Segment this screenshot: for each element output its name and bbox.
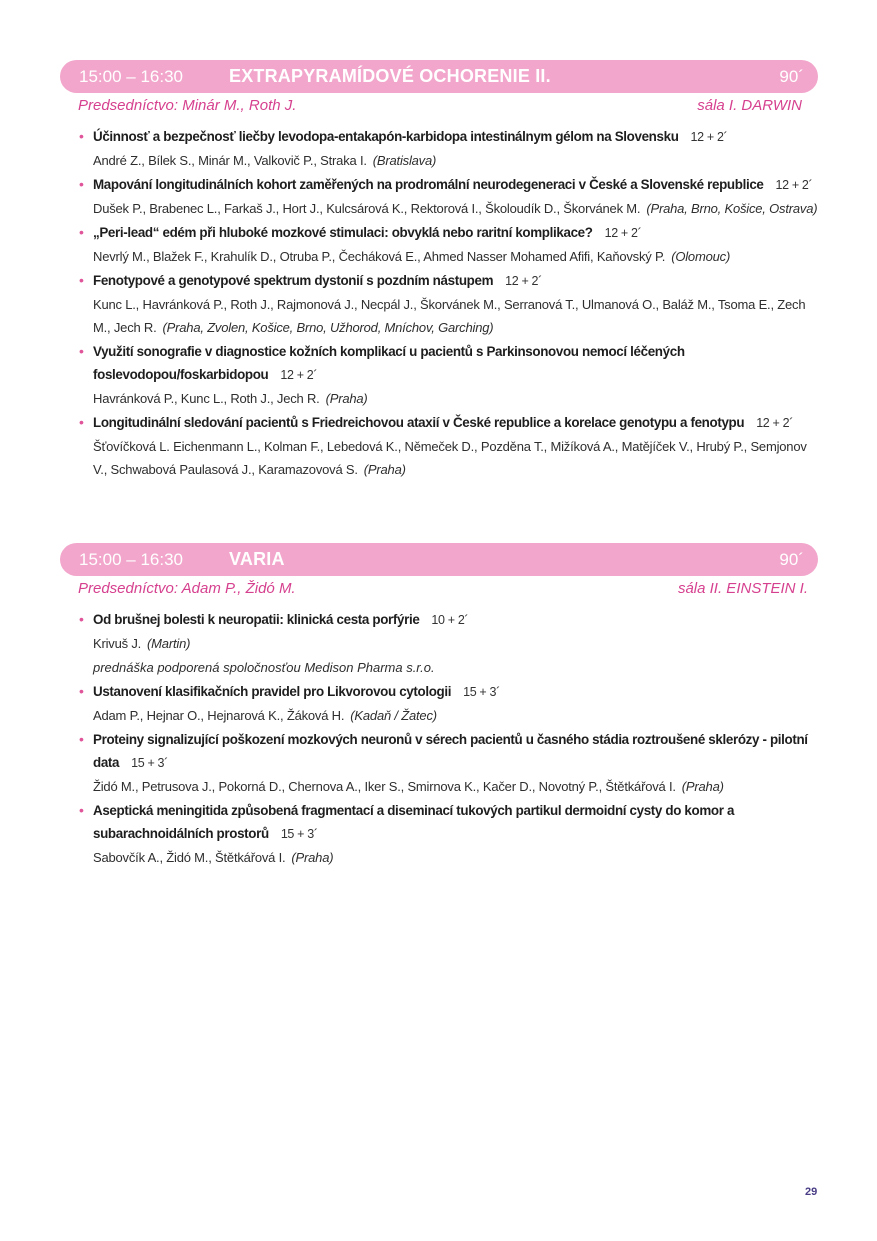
talk-authors: Adam P., Hejnar O., Hejnarová K., Žáková H. — [93, 708, 345, 723]
talk-title: Účinnosť a bezpečnosť liečby levodopa-entakapón-karbidopa intestinálnym gélom na Slovensku — [93, 129, 679, 144]
bullet-icon: • — [79, 802, 84, 818]
talk-authors-line — [93, 435, 818, 481]
talk-item — [60, 269, 818, 339]
bullet-icon: • — [79, 683, 84, 699]
talk-duration: 12 + 2´ — [604, 226, 642, 240]
bullet-icon: • — [79, 731, 84, 747]
talk-title: „Peri-lead“ edém při hluboké mozkové stimulaci: obvyklá nebo raritní komplikace? — [93, 225, 593, 240]
session-duration: 90´ — [779, 67, 804, 86]
session-chairs: Predsedníctvo: Minár M., Roth J. — [78, 97, 297, 114]
talk-item — [60, 173, 818, 220]
talk-title-line — [93, 269, 818, 293]
bullet-icon: • — [79, 176, 84, 192]
talk-authors: Krivuš J. — [93, 636, 142, 651]
bullet-icon: • — [79, 224, 84, 240]
talk-city: (Kadaň / Žatec) — [350, 708, 437, 723]
talk-authors-line — [93, 632, 818, 655]
session-title: EXTRAPYRAMÍDOVÉ OCHORENIE II. — [229, 66, 551, 86]
talk-authors: André Z., Bílek S., Minár M., Valkovič P., Straka I. — [93, 153, 367, 168]
talk-authors: Havránková P., Kunc L., Roth J., Jech R. — [93, 391, 320, 406]
talk-city: (Bratislava) — [372, 153, 437, 168]
talk-duration: 15 + 3´ — [280, 827, 318, 841]
session-header-bar — [60, 60, 818, 93]
talk-authors: Židó M., Petrusova J., Pokorná D., Chernova A., Iker S., Smirnova K., Kačer D., Novotný P., Štětkářová I. — [93, 779, 676, 794]
talk-title: Longitudinální sledování pacientů s Friedreichovou ataxií v České republice a korelace genotypu a fenotypu — [93, 415, 745, 430]
talk-city: (Praha) — [363, 462, 406, 477]
talk-title-line — [93, 680, 818, 704]
page-number: 29 — [805, 1186, 818, 1198]
talk-title: Proteiny signalizující poškození mozkových neuronů v sérech pacientů u časného stádia roztroušené sklerózy - pilotní data — [93, 732, 808, 770]
talk-title: Od brušnej bolesti k neuropatii: klinická cesta porfýrie — [93, 612, 420, 627]
talk-authors: Kunc L., Havránková P., Roth J., Rajmonová J., Necpál J., Škorvánek M., Serranová T., Ulmanová O., Baláž M., Tsoma E., Zech M., Jech R. — [93, 297, 806, 335]
talk-item — [60, 221, 818, 268]
talk-duration: 12 + 2´ — [280, 368, 318, 382]
session-chairs: Predsedníctvo: Adam P., Židó M. — [78, 580, 296, 597]
session-extrapyramidove — [60, 60, 818, 482]
talk-item — [60, 608, 818, 655]
talk-item — [60, 728, 818, 798]
session-title: VARIA — [229, 549, 285, 569]
talk-list — [60, 608, 818, 869]
talk-duration: 12 + 2´ — [775, 178, 813, 192]
talk-duration: 12 + 2´ — [756, 416, 794, 430]
bullet-icon: • — [79, 611, 84, 627]
session-varia — [60, 543, 818, 870]
talk-title: Aseptická meningitida způsobená fragmentací a diseminací tukových partikul dermoidní cysty do komor a subarachnoidálních prostorů — [93, 803, 735, 841]
talk-authors-line — [93, 846, 818, 869]
session-room: sála I. DARWIN — [697, 97, 802, 114]
talk-item — [60, 411, 818, 481]
talk-city: (Praha, Brno, Košice, Ostrava) — [646, 201, 818, 216]
talk-duration: 12 + 2´ — [505, 274, 542, 288]
talk-title-line — [93, 799, 818, 846]
talk-city: (Praha) — [681, 779, 724, 794]
talk-title: Využití sonografie v diagnostice kožních komplikací u pacientů s Parkinsonovou nemocí léčených foslevodopou/foskarbidopou — [93, 344, 685, 382]
talk-duration: 15 + 3´ — [463, 685, 500, 699]
talk-authors: Šťovíčková L. Eichenmann L., Kolman F., Lebedová K., Němeček D., Pozděna T., Mižíková A., Matějíček V., Hrubý P., Semjonov V., Schwabová Paulasová J., Karamazovová S. — [93, 439, 807, 477]
talk-item — [60, 125, 818, 172]
talk-list — [60, 125, 818, 481]
talk-sponsor-item — [60, 656, 818, 679]
bullet-icon: • — [79, 414, 84, 430]
talk-title: Mapování longitudinálních kohort zaměřených na prodromální neurodegeneraci v České a Slovenské republice — [93, 177, 764, 192]
talk-title: Ustanovení klasifikačních pravidel pro Likvorovou cytologii — [93, 684, 452, 699]
talk-item — [60, 799, 818, 869]
talk-duration: 15 + 3´ — [131, 756, 168, 770]
talk-authors-line — [93, 149, 818, 172]
session-header-bar — [60, 543, 818, 576]
talk-title-line — [93, 411, 818, 435]
talk-title-line — [93, 340, 818, 387]
talk-city: (Praha) — [291, 850, 334, 865]
talk-authors-line — [93, 704, 818, 727]
talk-authors: Sabovčík A., Židó M., Štětkářová I. — [93, 850, 286, 865]
session-room: sála II. EINSTEIN I. — [677, 580, 808, 597]
bullet-icon: • — [79, 343, 84, 359]
session-time: 15:00 – 16:30 — [79, 550, 183, 569]
talk-authors: Dušek P., Brabenec L., Farkaš J., Hort J., Kulcsárová K., Rektorová I., Školoudík D., Škorvánek M. — [93, 201, 641, 216]
talk-city: (Martin) — [147, 636, 191, 651]
talk-authors: Nevrlý M., Blažek F., Krahulík D., Otruba P., Čecháková E., Ahmed Nasser Mohamed Afifi, Kaňovský P. — [93, 249, 666, 264]
bullet-icon: • — [79, 272, 84, 288]
talk-city: (Praha) — [325, 391, 368, 406]
session-chairs-row — [60, 93, 818, 119]
talk-title-line — [93, 125, 818, 149]
talk-city: (Praha, Zvolen, Košice, Brno, Užhorod, Mníchov, Garching) — [162, 320, 494, 335]
talk-duration: 10 + 2´ — [431, 613, 469, 627]
session-time: 15:00 – 16:30 — [79, 67, 183, 86]
talk-duration: 12 + 2´ — [690, 130, 728, 144]
talk-authors-line — [93, 387, 818, 410]
bullet-icon: • — [79, 128, 84, 144]
talk-city: (Olomouc) — [671, 249, 731, 264]
talk-authors-line — [93, 775, 818, 798]
talk-title-line — [93, 728, 818, 775]
session-duration: 90´ — [779, 550, 804, 569]
talk-title-line — [93, 608, 818, 632]
talk-authors-line — [93, 245, 818, 268]
talk-sponsor: prednáška podporená spoločnosťou Medison Pharma s.r.o. — [93, 660, 435, 675]
talk-authors-line — [93, 197, 818, 220]
talk-authors-line — [93, 293, 818, 339]
talk-title-line — [93, 173, 818, 197]
talk-title: Fenotypové a genotypové spektrum dystonií s pozdním nástupem — [93, 273, 494, 288]
talk-item — [60, 340, 818, 410]
talk-item — [60, 680, 818, 727]
session-chairs-row — [60, 576, 818, 602]
talk-title-line — [93, 221, 818, 245]
